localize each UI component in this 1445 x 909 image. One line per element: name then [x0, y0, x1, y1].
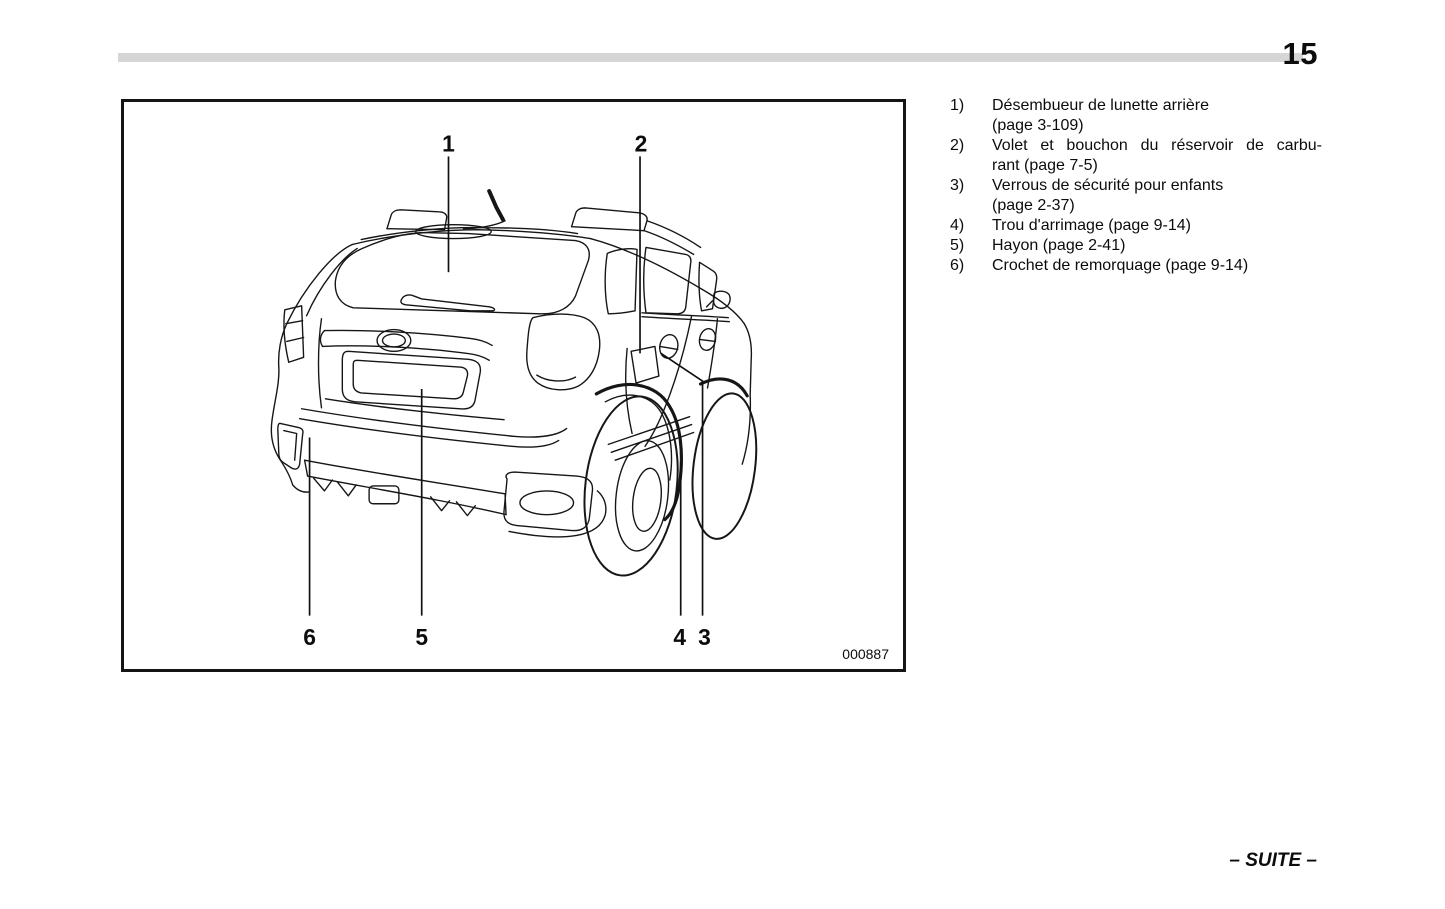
mirror-stalk [707, 301, 713, 307]
callout-number-4: 4 [673, 624, 687, 651]
figure-box [121, 99, 906, 672]
taillight-left-line-b [287, 338, 304, 342]
callout-number-2: 2 [634, 130, 648, 157]
item-line: Trou d'arrimage (page 9-14) [992, 217, 1191, 234]
roof-rail-left-base [387, 229, 445, 230]
callout-numbers [303, 131, 711, 651]
item-text [992, 96, 1322, 136]
license-recess-inner [353, 360, 467, 399]
parts-list [950, 96, 1322, 276]
taillight-right [527, 314, 600, 390]
item-line: Verrous de sécurité pour enfants [992, 177, 1224, 194]
item-line: Crochet de remorquage (page 9-14) [992, 257, 1249, 274]
list-item [950, 256, 1322, 276]
callout-line-3 [661, 353, 703, 615]
car-body-lines [271, 191, 764, 581]
list-item [950, 216, 1322, 236]
fuel-filler-lid [631, 346, 659, 383]
front-door-handle-line [700, 339, 716, 341]
header-rule [118, 53, 1303, 62]
item-number: 4) [950, 217, 965, 234]
roof-rail-left [387, 210, 447, 230]
antenna [489, 191, 503, 220]
item-line: Volet et bouchon du réservoir de carbu- [992, 137, 1322, 154]
taillight-right-inner [537, 375, 576, 381]
rear-rim-inner [629, 467, 664, 533]
item-text [992, 136, 1322, 176]
list-item [950, 176, 1322, 216]
skid-tooth-d [456, 502, 475, 516]
item-text [992, 176, 1322, 216]
footer-continuation-label: – SUITE – [1229, 850, 1317, 871]
item-line: rant (page 7-5) [992, 157, 1098, 174]
rear-window [335, 233, 589, 314]
callout-number-6: 6 [303, 624, 316, 651]
skid-plate-left-cap [305, 460, 308, 476]
car-rear-illustration [124, 102, 903, 669]
garnish-top [324, 330, 492, 345]
skid-plate-top [305, 460, 505, 494]
bumper-top-line-b [300, 419, 559, 447]
rear-door-window [644, 247, 691, 313]
front-tire [685, 390, 764, 543]
quarter-window [605, 249, 637, 314]
item-number: 2) [950, 137, 965, 154]
taillight-left [284, 306, 304, 362]
item-line: Désembueur de lunette arrière [992, 97, 1210, 114]
item-number: 3) [950, 177, 965, 194]
callout-number-1: 1 [442, 130, 455, 157]
tailgate-left-edge [319, 319, 322, 408]
bumper-left-reflector-inner [284, 431, 297, 461]
list-item [950, 96, 1322, 136]
list-item [950, 136, 1322, 176]
garnish-left-cap [320, 331, 324, 347]
figure-code: 000887 [842, 646, 889, 662]
item-line: (page 2-37) [992, 197, 1075, 214]
item-number: 1) [950, 97, 965, 114]
item-line: (page 3-109) [992, 117, 1084, 134]
fog-opening-right [520, 491, 574, 515]
body-left-silhouette [271, 244, 352, 492]
item-text [992, 216, 1322, 236]
list-item [950, 236, 1322, 256]
roof-rail-right-base [572, 227, 644, 231]
rear-wiper [401, 295, 495, 311]
quarter-seam [626, 348, 632, 433]
callout-number-5: 5 [415, 624, 429, 651]
item-number: 6) [950, 257, 965, 274]
fog-housing-right [504, 472, 593, 531]
brand-badge-inner [383, 334, 406, 347]
page-number: 15 [1282, 36, 1318, 71]
item-text [992, 256, 1322, 276]
rear-door-handle-line [660, 346, 678, 349]
item-text [992, 236, 1322, 256]
side-mirror [713, 291, 730, 308]
item-number: 5) [950, 237, 965, 254]
item-line: Hayon (page 2-41) [992, 237, 1126, 254]
callout-number-3: 3 [698, 624, 711, 651]
